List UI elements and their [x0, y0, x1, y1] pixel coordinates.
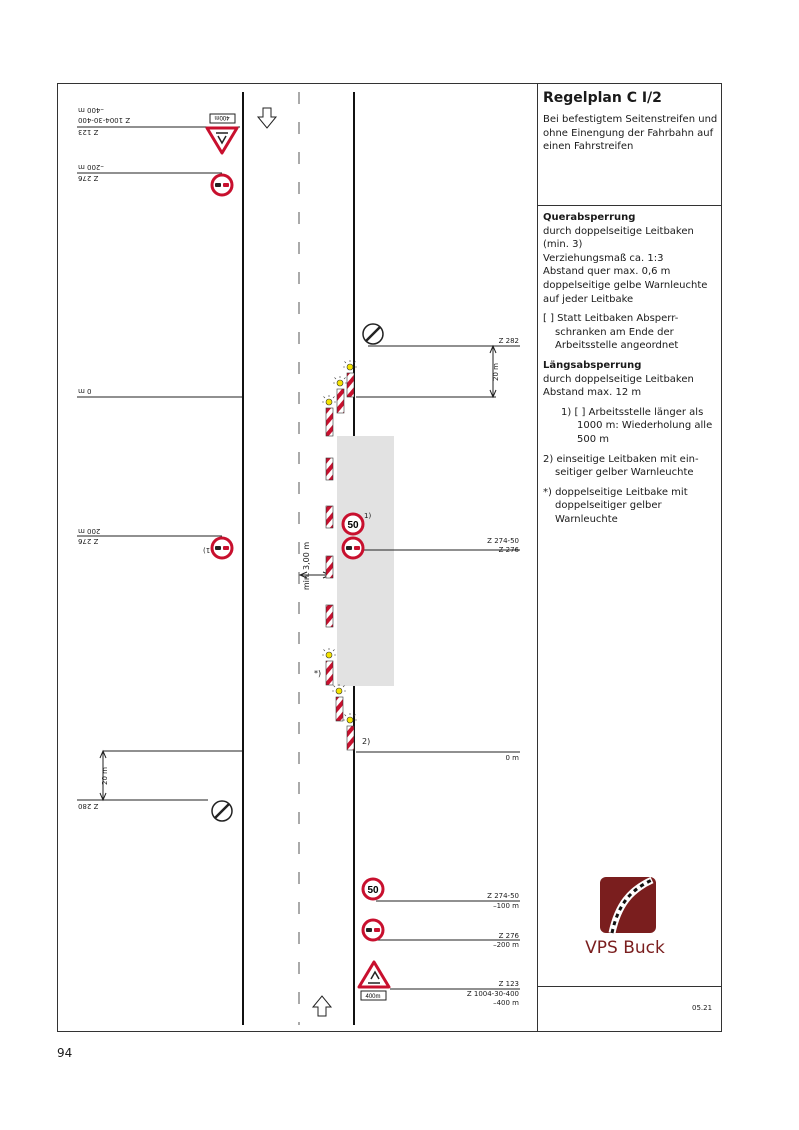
label-z274-50: Z 274-50: [487, 537, 519, 545]
label-zero: 0 m: [505, 754, 519, 762]
no-overtaking-sign-icon: [363, 920, 383, 940]
label-dist-20m: 20 m: [100, 767, 109, 785]
quer-line: doppelseitige gelbe Warnleuchte auf jeder Leitbake: [543, 279, 708, 305]
label-z276: Z 276: [78, 174, 99, 182]
label-z1004: Z 1004-30-400: [78, 116, 131, 124]
note-1: 1) [ ] Arbeitsstelle länger als 1000 m: Wiederholung alle 500 m: [561, 406, 713, 445]
footnote-marker-1: 1): [364, 512, 372, 520]
label-z1004: Z 1004-30-400: [466, 990, 519, 998]
vps-buck-logo: [600, 877, 656, 933]
footnote-marker-star: *): [314, 669, 322, 678]
end-restrictions-sign-icon: [363, 324, 383, 344]
label-z276: Z 276: [498, 546, 519, 554]
label-min-width: min. 3,00 m: [302, 541, 312, 591]
label-z123: Z 123: [498, 980, 519, 988]
label-z282: Z 282: [498, 337, 519, 345]
laengs-line: durch doppelseitige Leitbaken: [543, 373, 694, 385]
left-leader-lines: [77, 127, 242, 800]
note-2: 2) einseitige Leitbaken mit ein-seitiger gelber Warnleuchte: [543, 453, 699, 479]
no-overtaking-sign-icon: [212, 175, 232, 195]
label-plus-200m: 200 m: [78, 527, 101, 535]
label-minus-200m: –200 m: [78, 163, 104, 171]
laengs-line: Abstand max. 12 m: [543, 387, 642, 399]
bracket-note: [ ] Statt Leitbaken Absperr-schranken am Ende der Arbeitsstelle angeordnet: [543, 313, 679, 352]
down-arrow-icon: [258, 108, 276, 128]
intro-text: Bei befestigtem Seitenstreifen und ohne Einengung der Fahrbahn auf einen Fahrstreifen: [543, 114, 718, 153]
label-minus-100m: –100 m: [493, 902, 519, 910]
label-dist-20m: 20 m: [491, 363, 500, 381]
note-3: *) doppelseitige Leitbake mit doppelseitiger gelber Warnleuchte: [543, 486, 688, 525]
speed-value: 50: [347, 520, 359, 531]
end-no-overtaking-sign-icon: [212, 801, 232, 821]
distance-plate-text: 400m: [214, 114, 230, 120]
no-overtaking-sign-icon: [212, 538, 232, 558]
footnote-marker-2: 2): [362, 737, 371, 746]
quer-line: (min. 3): [543, 239, 583, 251]
quer-line: durch doppelseitige Leitbaken: [543, 225, 694, 237]
quer-line: Abstand quer max. 0,6 m: [543, 266, 671, 278]
page-title: Regelplan C I/2: [543, 90, 662, 106]
label-zero: 0 m: [78, 387, 92, 395]
label-minus-200m: –200 m: [493, 941, 519, 949]
work-area: [337, 436, 394, 686]
label-z280: Z 280: [78, 802, 99, 810]
roadworks-sign-icon: [207, 114, 237, 153]
label-z276: Z 276: [498, 932, 519, 940]
laengs-heading: Längsabsperrung: [543, 359, 642, 371]
brand-name: VPS Buck: [585, 938, 665, 958]
up-arrow-icon: [313, 996, 331, 1016]
label-z276: Z 276: [78, 537, 99, 545]
quer-heading: Querabsperrung: [543, 212, 636, 223]
speed-value: 50: [367, 885, 379, 896]
footnote-marker-1: 1): [203, 546, 211, 554]
quer-line: Verziehungsmaß ca. 1:3: [543, 252, 664, 264]
label-minus-400m: –400 m: [78, 106, 104, 114]
no-overtaking-sign-icon: [343, 538, 363, 558]
label-z123: Z 123: [78, 128, 99, 136]
speed-limit-sign-icon: [363, 879, 383, 899]
roadworks-sign-icon: [359, 962, 389, 1000]
label-z274-50: Z 274-50: [487, 892, 519, 900]
page-number: 94: [57, 1046, 73, 1060]
revision-date: 05.21: [692, 1004, 713, 1012]
speed-limit-sign-icon: [343, 514, 363, 534]
distance-plate-text: 400m: [365, 994, 381, 1000]
label-minus-400m: –400 m: [493, 999, 519, 1007]
